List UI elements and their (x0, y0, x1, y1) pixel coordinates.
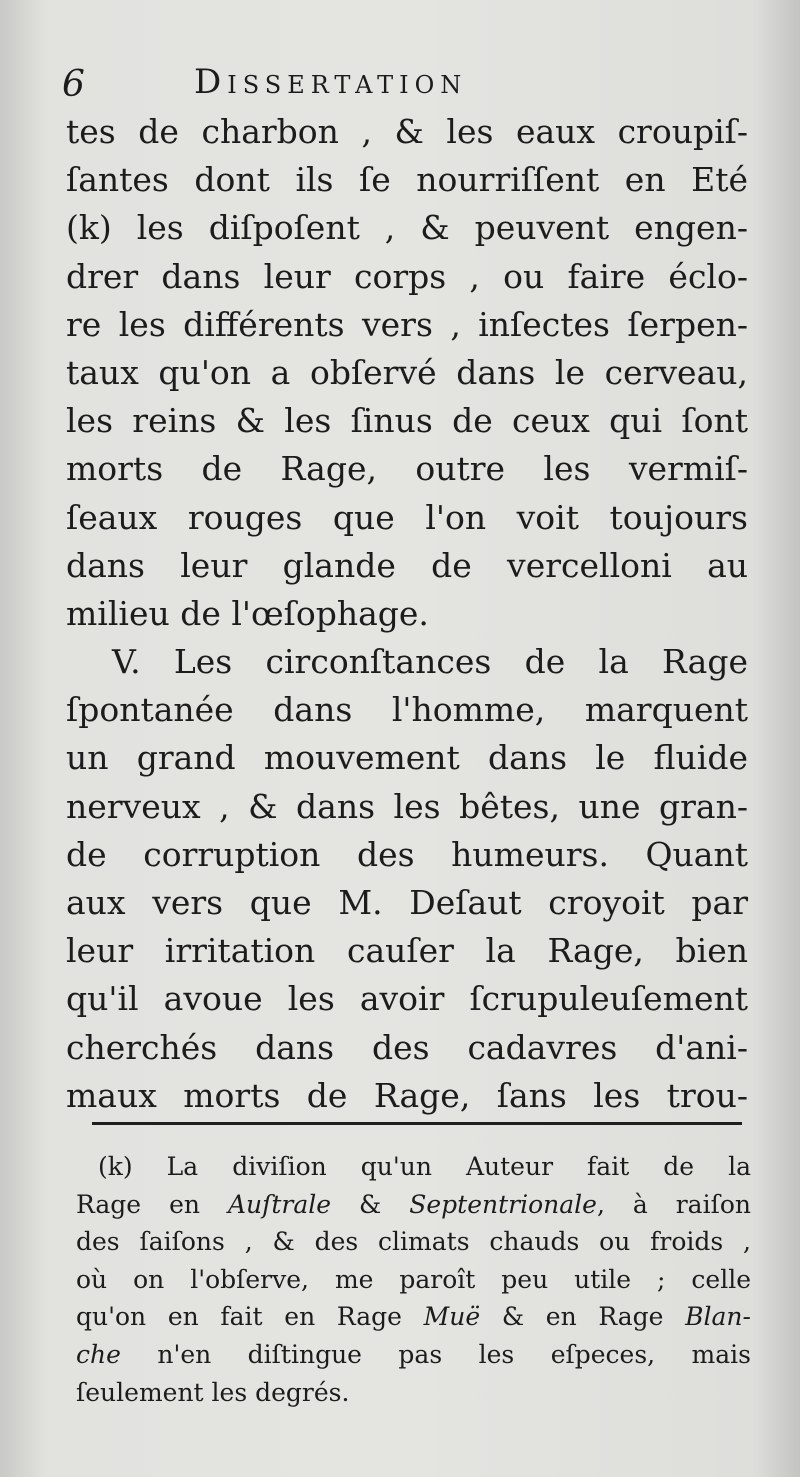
footnote-text: & en Rage (480, 1302, 686, 1332)
footnote-text: qu'on en fait en Rage (76, 1302, 424, 1332)
text-line: morts de Rage, outre les vermiſ- (66, 449, 748, 489)
text-line: ſpontanée dans l'homme, marquent (66, 690, 748, 730)
text-line: milieu de l'œſophage. (66, 593, 429, 633)
footnote-italic: che (76, 1339, 121, 1369)
text-line: de corruption des humeurs. Quant (66, 834, 748, 874)
text-line: tes de charbon , & les eaux croupiſ- (66, 112, 748, 151)
footnote-line: (k) La diviſion qu'un Auteur fait de la (98, 1152, 751, 1181)
footnote-italic: Septentrionale (409, 1189, 597, 1219)
text-line: cherchés dans des cadavres d'ani- (66, 1027, 748, 1067)
text-line: taux qu'on a obſervé dans le cerveau, (66, 352, 748, 392)
text-line: aux vers que M. Deſaut croyoit par (66, 883, 748, 922)
footnote-line: où on l'obſerve, me paroît peu utile ; celle (76, 1264, 751, 1294)
footnote-divider (92, 1122, 742, 1125)
footnote-line (76, 1186, 751, 1224)
text-line: drer dans leur corps , ou faire éclo- (66, 256, 748, 296)
footnote-text: & (331, 1189, 410, 1219)
text-line: re les différents vers , inſectes ſerpen- (66, 304, 748, 344)
footnote-italic: Blan- (685, 1302, 751, 1332)
text-line: maux morts de Rage, ſans les trou- (66, 1075, 748, 1115)
footnote-text: , à raiſon (596, 1189, 751, 1219)
text-line: qu'il avoue les avoir ſcrupuleuſement (66, 979, 748, 1019)
running-title: Dissertation (194, 62, 468, 102)
footnote (76, 1148, 751, 1411)
footnote-line: ſeulement les degrés. (76, 1377, 350, 1407)
footnote-italic: Auſtrale (227, 1189, 332, 1219)
footnote-line: des ſaiſons , & des climats chauds ou froids , (76, 1227, 751, 1257)
paragraph-start-line: V. Les circonſtances de la Rage (112, 642, 748, 682)
text-line: ſantes dont ils ſe nourriſſent en Eté (66, 160, 748, 200)
footnote-line (76, 1336, 751, 1374)
footnote-italic: Muë (423, 1302, 481, 1332)
text-line: ſeaux rouges que l'on voit toujours (66, 497, 748, 537)
page-number: 6 (62, 64, 85, 105)
footnote-text: n'en diſtingue pas les eſpeces, mais (120, 1339, 751, 1369)
text-line: nerveux , & dans les bêtes, une gran- (66, 786, 748, 826)
text-line: leur irritation cauſer la Rage, bien (66, 931, 748, 971)
text-line: dans leur glande de vercelloni au (66, 545, 748, 585)
text-line: les reins & les ſinus de ceux qui ſont (66, 401, 748, 441)
footnote-line (76, 1298, 751, 1336)
text-line: (k) les diſpoſent , & peuvent engen- (66, 208, 748, 248)
footnote-text: Rage en (76, 1189, 228, 1219)
text-line: un grand mouvement dans le fluide (66, 738, 748, 778)
main-text (66, 108, 748, 1120)
page-header (62, 60, 762, 110)
